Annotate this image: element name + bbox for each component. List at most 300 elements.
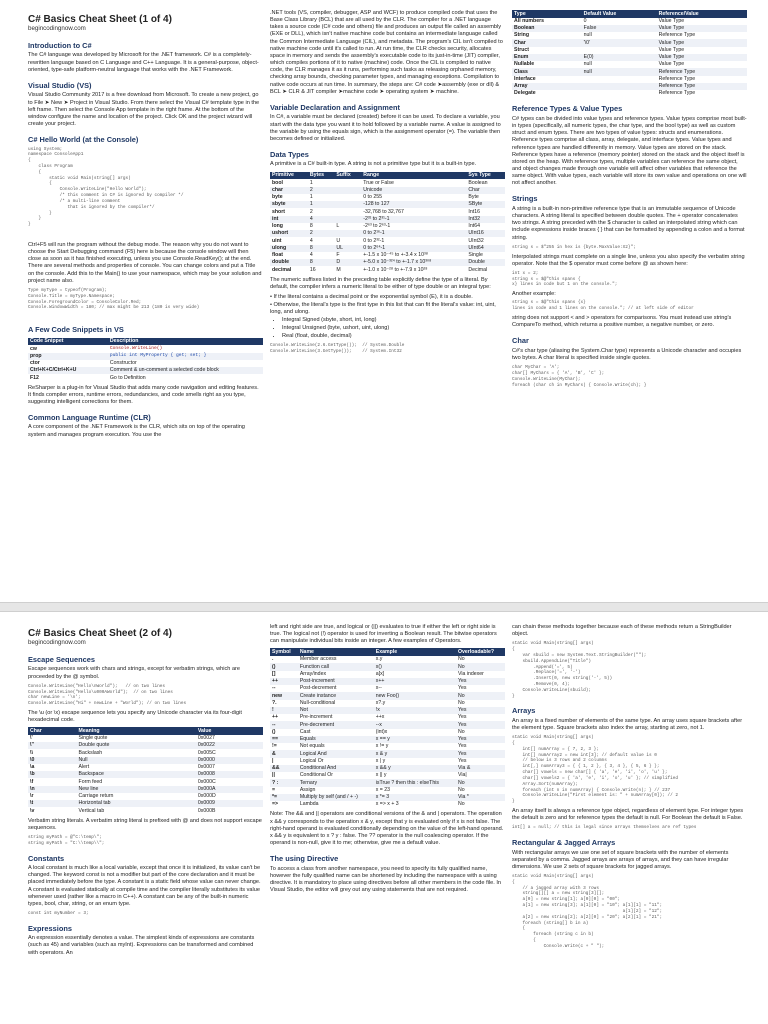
table-cell: new xyxy=(270,692,298,699)
table-cell: double xyxy=(270,259,308,266)
table-cell: Go to Definition xyxy=(109,374,146,381)
table-cell: No xyxy=(458,656,465,663)
table-row xyxy=(512,25,747,32)
table-cell: Interface xyxy=(514,75,536,82)
table-row xyxy=(512,47,747,54)
table-cell: Pre-decrement xyxy=(298,721,374,728)
table-cell: No xyxy=(458,699,465,706)
table-cell: 0 to 2¹⁶-1 xyxy=(361,230,466,237)
table-cell: => xyxy=(272,801,279,808)
table-row xyxy=(270,216,505,223)
section-heading-char: Char xyxy=(512,336,529,346)
table-cell: Array/index xyxy=(299,670,327,677)
table-row xyxy=(512,18,747,25)
table-cell: UInt16 xyxy=(466,230,505,237)
table-cell: \" xyxy=(28,742,77,749)
table-row xyxy=(270,707,505,714)
table-cell: \f xyxy=(30,778,34,785)
table-cell: -128 to 127 xyxy=(361,201,466,208)
section-heading-jagged: Rectangular & Jagged Arrays xyxy=(512,838,616,848)
table-cell: ctor xyxy=(30,360,40,367)
table-cell: Reference Type xyxy=(658,75,696,82)
table-cell: No xyxy=(458,728,465,735)
strings-text-3: Another example: xyxy=(512,291,556,298)
table-cell: D xyxy=(334,259,361,266)
table-cell: --x xyxy=(374,721,456,728)
table-cell xyxy=(334,194,361,201)
table-cell: 2 xyxy=(309,208,313,215)
table-cell xyxy=(334,216,361,223)
table-cell: & xyxy=(270,750,298,757)
arrays-code: static void Main(string[] args) { int[] numArray = { 7, 2, 3 }; int[] numArray2 = new int[3]; // default value is 0 // below is 3 rows and 2 columns int[,] numArray3 = { { 1, 2 }, { 3, 4 }, { 5, 6 } }; char[] vowels = new char[] { 'a', 'e', 'i', 'o', 'u' }; char[] vowels2 = { 'a', 'e', 'i', 'o', 'u' }; // simplified Array.Sort(numArray); foreach (int n in numArray) { Console.Write(n); } // 237 Console.WriteLine("First element is: " + numArray[0]); // 2 } xyxy=(512,735,678,805)
table-cell: Char xyxy=(466,187,505,194)
table-cell: Class xyxy=(512,68,582,75)
jagged-code: static void Main(string[] args) { // a jagged array with 3 rows string[][] a = new string[3][]; a[0] = new string[1]; a[0][0] = "00"; a[1] = new string[3]; a[1][0] = "10"; a[1][1] = "11"; a[1][2] = "12"; a[2] = new string[2]; a[2][0] = "20"; a[2][1] = "21"; foreach (string[] b in a) { foreach (string c in b) { Console.Write(c + " "); xyxy=(512,874,663,949)
table-cell: Delegate xyxy=(514,90,536,97)
section-heading-visual-studio: Visual Studio (VS) xyxy=(28,80,92,90)
table-cell: False xyxy=(582,25,657,32)
table-cell: \0 xyxy=(28,757,77,764)
table-cell: 8 xyxy=(308,259,334,266)
table-cell: 0x000A xyxy=(196,786,263,793)
table-cell: null xyxy=(582,68,657,75)
table-cell: Yes xyxy=(456,736,505,743)
table-cell: Value Type xyxy=(657,25,747,32)
table-cell: () xyxy=(270,663,298,670)
escape-text: Escape sequences work with chars and strings, except for verbatim strings, which are proceeded by the @ symbol. xyxy=(28,666,241,680)
table-cell: Carriage return xyxy=(78,793,114,800)
table-cell: x++ xyxy=(374,678,456,685)
table-row xyxy=(512,39,747,46)
table-cell: Reference Type xyxy=(658,32,696,39)
table-cell xyxy=(582,90,657,97)
table-cell: Double quote xyxy=(77,742,196,749)
table-cell: Pre-increment xyxy=(299,714,333,721)
column-header: Meaning xyxy=(77,727,196,735)
table-row xyxy=(270,758,505,765)
table-cell: Boolean xyxy=(512,25,582,32)
hello-world-code: using System; namespace ConsoleApp1 { class Program { static void Main(string[] args) { Console.WriteLine("Hello World"); /* this comment in C# is ignored by compiler */ /* a multi-line comment that is ignored by the compiler*/ } } } xyxy=(28,146,184,228)
escape-table xyxy=(28,727,263,814)
table-cell: 0x0022 xyxy=(196,742,263,749)
table-cell: Yes xyxy=(458,714,467,721)
table-cell xyxy=(334,179,361,186)
table-cell: Value Type xyxy=(658,61,685,68)
column-header: Value xyxy=(196,727,263,735)
table-cell: Create instance xyxy=(298,692,374,699)
table-cell: Yes xyxy=(456,707,505,714)
table-cell: Value Type xyxy=(658,17,685,24)
table-cell: 16 xyxy=(309,266,316,273)
table-row xyxy=(28,353,263,360)
gettype-code: Console.WriteLine(2.6.GetType()); // System.Double Console.WriteLine(3.GetType()); // System.Int32 xyxy=(270,342,405,354)
page2-column-1 xyxy=(28,624,263,960)
table-cell: Conditional Or xyxy=(299,772,333,779)
table-cell: Unicode xyxy=(361,187,466,194)
table-row xyxy=(512,61,747,68)
site-link[interactable]: begincodingnow.com xyxy=(28,639,86,646)
table-cell: Logical And xyxy=(298,750,374,757)
column-header: Code Snippet xyxy=(28,338,108,346)
table-cell: \t xyxy=(28,800,77,807)
table-cell: Comment & un-comment a selected code block xyxy=(108,367,263,374)
char-code: char MyChar = 'A'; char[] MyChars = { 'A', 'B', 'C' }; Console.WriteLine(MyChar); foreach (char ch in MyChars) { Console.Write(ch); } xyxy=(512,365,647,388)
table-cell: F xyxy=(336,252,340,259)
table-cell: 0x0007 xyxy=(197,764,215,771)
table-cell: \' xyxy=(30,735,33,742)
suffix-text: The numeric suffixes listed in the preceding table explicitly define the type of a literal. By default, the compiler infers a numeric literal to be either of type double or an integral type: xyxy=(270,276,491,290)
table-cell: . xyxy=(272,656,274,663)
table-cell: || xyxy=(272,772,275,779)
table-cell: float xyxy=(272,252,283,259)
table-cell: Null xyxy=(77,757,196,764)
table-cell: Function call xyxy=(298,663,374,670)
table-row xyxy=(270,187,505,194)
table-row xyxy=(270,179,505,186)
table-cell: String xyxy=(514,32,529,39)
table-row xyxy=(28,367,263,374)
escape-code: Console.WriteLine("Hello\nWorld"); // on two lines Console.WriteLine("Hello\u000AWorld"); // on two lines char newLine = '\n'; Console.WriteLine("Hi" + newLine + "World"); // on two lines xyxy=(28,683,187,707)
table-cell: Yes xyxy=(458,757,467,764)
table-row xyxy=(512,68,747,75)
cheat-sheet-page-2 xyxy=(0,614,768,1024)
table-cell: Via| xyxy=(458,772,467,779)
table-row xyxy=(512,76,747,83)
column-header: Name xyxy=(298,648,374,656)
table-cell: Not xyxy=(298,707,374,714)
table-cell: New line xyxy=(77,786,196,793)
table-row xyxy=(28,374,263,381)
section-heading-escape: Escape Sequences xyxy=(28,654,95,664)
table-cell: !x xyxy=(374,707,456,714)
column-header: Primitive xyxy=(270,172,308,180)
table-cell: Horizontal tab xyxy=(77,800,196,807)
table-row xyxy=(28,807,263,814)
table-cell: x?.y xyxy=(375,699,386,706)
table-cell: a[x] xyxy=(375,670,385,677)
column-header: Type xyxy=(512,10,582,18)
table-cell: x && y xyxy=(374,765,456,772)
table-cell xyxy=(582,83,657,90)
table-cell: Via * xyxy=(456,794,505,801)
table-cell: \n xyxy=(28,786,77,793)
table-cell: Reference Type xyxy=(657,83,747,90)
table-cell: True or False xyxy=(363,179,394,186)
table-cell: [] xyxy=(272,670,276,677)
table-row xyxy=(270,721,505,728)
table-row xyxy=(270,208,505,215)
table-cell xyxy=(582,76,657,83)
table-cell: +-5.0 x 10⁻³²⁴ to +-1.7 x 10³⁰⁸ xyxy=(361,259,466,266)
table-cell: 1 xyxy=(309,194,313,201)
verbatim-text: Verbatim string literals. A verbatim string literal is prefixed with @ and does not support escape sequences. xyxy=(28,817,262,831)
table-cell: Reference Type xyxy=(657,68,747,75)
table-cell: x.y xyxy=(375,656,383,663)
table-cell: Member access xyxy=(299,656,337,663)
table-row xyxy=(270,765,505,772)
table-cell: && xyxy=(270,765,298,772)
section-heading-reference-types: Reference Types & Value Types xyxy=(512,104,623,114)
table-cell: Logical Or xyxy=(299,757,324,764)
table-cell: \r xyxy=(30,793,34,800)
string-example-code: string s = $@"this spans {x} lines in code and 1 lines on the console."; // at left side of editor xyxy=(512,300,694,312)
table-cell: Ctrl+K+C/Ctrl+K+U xyxy=(28,367,108,374)
table-cell: Yes xyxy=(458,685,467,692)
table-row xyxy=(512,54,747,61)
table-cell: isTrue ? then this : elseThis xyxy=(374,779,456,786)
table-cell: Struct xyxy=(514,46,529,53)
table-cell: x = 23 xyxy=(375,786,391,793)
table-cell: Ternary xyxy=(298,779,374,786)
table-cell xyxy=(582,47,657,54)
table-cell: Form feed xyxy=(78,778,103,785)
table-cell: x == y xyxy=(374,736,456,743)
table-cell xyxy=(334,201,361,208)
table-cell: \v xyxy=(30,807,35,814)
table-row xyxy=(270,714,505,721)
table-cell: Yes xyxy=(456,750,505,757)
table-cell: Vertical tab xyxy=(78,807,105,814)
table-cell: public int MyProperty { get; set; } xyxy=(108,353,263,360)
table-cell: M xyxy=(336,266,341,273)
snippets-table xyxy=(28,338,263,382)
table-cell: No xyxy=(456,692,505,699)
table-cell: | xyxy=(272,757,274,764)
table-cell: Lambda xyxy=(299,801,319,808)
table-cell: Backslash xyxy=(78,749,103,756)
table-cell: Via indexer xyxy=(458,670,484,677)
table-cell: -- xyxy=(272,685,276,692)
constants-text: A local constant is much like a local variable, except that once it is initialized, its value can't be changed. The keyword const is not a modifier but part of the core declaration and it must be placed immediately before the type. A constant is a static field whose value can never change. A constant is evaluated statically at compile time and the compiler literally substitutes its value whenever used (rather like a macro in C++). A constant can be any of the built-in numeric types, bool, char, string, or an enum type. xyxy=(28,865,261,907)
table-cell: No xyxy=(458,786,465,793)
table-cell: Byte xyxy=(468,194,479,201)
table-row xyxy=(28,793,263,800)
operators-note: Note: The && and || operators are conditional versions of the & and | operators. The operation x && y corresponds to the operation x & y, except that y is evaluated only if x is not false. The right-hand operand is evaluated conditionally depending on the value of the left-hand operand. x && y is equivalent to x ? y : false. The ?? operator is the null coalescing operator. If the operand is non-null, give it to me; otherwise, give me a default value. xyxy=(270,811,504,846)
strings-text: A string is a built-in non-primitive reference type that is an immutable sequence of Unicode characters. A string literal is specified between double quotes. The + operator concatenates two strings. A string preceded with the $ character is called an interpolated string which can include expressions inside braces { } that can be formatted by appending a colon and a format string. xyxy=(512,205,745,241)
table-cell: x-- xyxy=(375,685,382,692)
table-cell: ushort xyxy=(270,230,308,237)
table-cell: != xyxy=(272,743,277,750)
table-row xyxy=(270,700,505,707)
table-cell: Single xyxy=(468,252,483,259)
column-header: Symbol xyxy=(270,648,298,656)
table-row xyxy=(28,800,263,807)
table-row xyxy=(270,223,505,230)
table-cell: 0 to 255 xyxy=(363,194,382,201)
table-cell: 0 to 2³²-1 xyxy=(363,237,385,244)
table-cell: Cast xyxy=(299,728,311,735)
table-cell: Not equals xyxy=(299,743,325,750)
page1-column-3 xyxy=(512,10,747,391)
table-cell: 0x005C xyxy=(197,749,216,756)
table-cell xyxy=(334,187,361,194)
table-cell: Double xyxy=(466,259,505,266)
table-cell: Yes xyxy=(458,743,467,750)
page-separator xyxy=(0,602,768,612)
table-cell: 0 to 2⁶⁴-1 xyxy=(361,245,466,252)
table-cell: SByte xyxy=(466,201,505,208)
table-cell: Null-conditional xyxy=(299,699,336,706)
table-row xyxy=(270,794,505,801)
table-cell: 1 xyxy=(308,201,334,208)
stringbuilder-code: static void Main(string[] args) { var sbuild = new System.Text.StringBuilder(""); sbuild.AppendLine("Title") .Append('=', 5) .Replace('=', '-') .Insert(0, new string('-', 5)) .Remove(0, 4); Console.WriteLine(sbuild); } xyxy=(512,641,647,699)
table-cell: short xyxy=(272,208,285,215)
constants-code: const int myNumber = 3; xyxy=(28,911,89,917)
table-cell: Value Type xyxy=(657,39,747,46)
net-tools-text: .NET tools (VS, compiler, debugger, ASP and WCF) to produce compiled code that uses the Base Class Library (BCL) that are all used by the CLR. The compiler for a .NET language takes a source code (C# code and others) file and produces an output file called an assembly (EXE or DLL), which isn't native machine code but contains an intermediate language called the Common Intermediate Language (CIL), and metadata. The program's CIL isn't compiled to native machine code until it's called to run. At run time, the CLR checks security, allocates space in memory and sends the assembly's executable code to its just-in-time (JIT) compiler, which compiles portions of it to native (machine) code. Once the CIL is compiled to native code, the CLR manages it as it runs, performing such tasks as releasing orphaned memory, checking array bounds, checking parameter types, and managing exceptions. Compilation to native code occurs at run time. In summary, the steps are: C# code ➤assembly (exe or dll) & BCL ➤ CLR & JIT compiler ➤machine code ➤ operating system ➤ machine. xyxy=(270,10,503,95)
column-header: Default Value xyxy=(582,10,657,18)
table-cell: F12 xyxy=(30,374,39,381)
table-cell: new Foo() xyxy=(374,692,456,699)
table-row xyxy=(270,245,505,252)
table-row xyxy=(28,757,263,764)
using-text: To access a class from another namespace, you need to specify its fully qualified name, however the fully qualified name can be shortened by including the namespace with a using directive. It is mandatory to place using directives before all other members in the code file. In Visual Studio, the editor will grey out any using statements that are not required. xyxy=(270,865,502,894)
table-row xyxy=(270,736,505,743)
table-cell: sbyte xyxy=(270,201,308,208)
table-cell: prop xyxy=(28,353,108,360)
column-header: Sys Type xyxy=(466,172,505,180)
table-cell: ++ xyxy=(272,714,279,721)
table-cell: Via & xyxy=(456,765,505,772)
table-cell: Int64 xyxy=(468,223,480,230)
char-text: C#'s char type (aliasing the System.Char type) represents a Unicode character and occupies two bytes. A char literal is specified inside single quotes. xyxy=(512,347,742,361)
section-heading-snippets: A Few Code Snippets in VS xyxy=(28,325,124,335)
table-cell: L xyxy=(336,223,340,230)
table-cell: 2 xyxy=(308,230,334,237)
arrays-text: An array is a fixed number of elements of the same type. An array uses square brackets after the element type. Square brackets also index the array, starting at zero, not 1. xyxy=(512,717,743,732)
table-cell: ++ xyxy=(270,678,298,685)
column-header: Range xyxy=(361,172,466,180)
column-header: Suffix xyxy=(334,172,361,180)
table-cell: U xyxy=(336,237,341,244)
table-cell: 0x0000 xyxy=(196,757,263,764)
section-heading-arrays: Arrays xyxy=(512,706,536,716)
table-cell: Array xyxy=(512,83,582,90)
verbatim-code: string myPath = @"C:\temp\"; string myPath = "C:\\temp\\"; xyxy=(28,835,105,846)
column-header: Char xyxy=(28,727,77,735)
section-heading-constants: Constants xyxy=(28,853,65,863)
table-cell: x | y xyxy=(375,757,386,764)
table-cell: -2⁶³ to 2⁶³-1 xyxy=(363,223,391,230)
table-row xyxy=(270,678,505,685)
table-row xyxy=(28,360,263,367)
table-cell: Enum xyxy=(512,54,582,61)
reference-types-text: C# types can be divided into value types and reference types. Value types comprise most built-in types (specifically, all numeric types, the char type, and the bool type) as well as custom struct and enum types. There are two types of value types: structs and enumerations. Reference types comprise all class, array, delegate, and interface types. Value types and reference types are handled differently in memory. Value types are stored on the stack. Reference types have a reference (memory pointer) stored on the stack and the object itself is stored on the heap. With reference types, multiple variables can reference the same object, and object changes made through one variable will affect other variables that reference the same object. With value types, each variable will store its own value and operations on one will not affect another. xyxy=(512,115,747,187)
table-row xyxy=(28,735,263,742)
table-cell: 0x0008 xyxy=(196,771,263,778)
table-cell: 4 xyxy=(309,252,313,259)
table-row xyxy=(270,230,505,237)
table-row xyxy=(270,685,505,692)
section-heading-variables: Variable Declaration and Assignment xyxy=(270,102,400,112)
table-cell: uint xyxy=(272,237,282,244)
table-cell: x() xyxy=(374,663,456,670)
column-header: Reference/Value xyxy=(657,10,747,18)
section-heading-hello-world: C# Hello World (at the Console) xyxy=(28,135,139,145)
site-link[interactable]: begincodingnow.com xyxy=(28,25,86,32)
numeric-categories-list xyxy=(282,317,505,340)
table-cell: 4 xyxy=(308,216,334,223)
list-item: • Integral Unsigned (byte, ushort, uint, ulong) xyxy=(282,325,505,332)
table-cell: 0x0009 xyxy=(196,800,263,807)
table-cell: Nullable xyxy=(514,61,535,68)
table-row xyxy=(270,671,505,678)
table-cell: 1 xyxy=(309,179,313,186)
table-cell: 8 xyxy=(309,223,313,230)
table-row xyxy=(270,266,505,273)
default-values-table xyxy=(512,10,747,97)
section-heading-using: The using Directive xyxy=(270,854,339,864)
table-cell: Single quote xyxy=(78,735,108,742)
operators-table xyxy=(270,648,505,808)
suffix-bullet-1: • If the literal contains a decimal point or the exponential symbol (E), it is a double. xyxy=(270,293,473,300)
table-cell: All numbers xyxy=(514,17,544,24)
table-cell: = xyxy=(272,786,276,793)
table-cell: Console.WriteLine() xyxy=(109,345,163,351)
table-cell: -32,768 to 32,767 xyxy=(363,208,404,215)
strings-text-4: string does not support < and > operators for comparisons. You must instead use string's CompareTo method, which returns a positive number, a negative number, or zero. xyxy=(512,315,732,329)
table-cell: long xyxy=(272,223,283,230)
table-cell: Yes xyxy=(456,721,505,728)
ctrl-f5-text: Ctrl+F5 will run the program without the debug mode. The reason why you do not want to choose the Start Debugging command (F5) here is because the console window will then close as soon as it has finished executing, unless you use Console.ReadKey(); at the end. There are several methods and properties of console. You can change colors and put a Title on the console. Add this to the Main() to use your namespace, which may be your solution and project name also. xyxy=(28,241,262,284)
table-cell: 8 xyxy=(308,245,334,252)
table-row xyxy=(270,772,505,779)
expressions-text: An expression essentially denotes a value. The simplest kinds of expressions are constants (such as 45) and variables (such as myInt). Expressions can be transformed and combined with operators. An xyxy=(28,935,255,956)
table-cell: 0x000B xyxy=(197,807,216,814)
table-cell: ! xyxy=(270,707,298,714)
table-cell: 4 xyxy=(309,237,313,244)
table-cell: Decimal xyxy=(468,266,488,273)
table-cell: () xyxy=(272,728,276,735)
column-header: Overloadable? xyxy=(456,648,505,656)
section-heading-expressions: Expressions xyxy=(28,923,72,933)
table-row xyxy=(512,32,747,39)
table-cell: 0x000D xyxy=(197,793,216,800)
table-cell: x != y xyxy=(375,743,389,750)
table-cell: Alert xyxy=(78,764,90,771)
table-cell: ++x xyxy=(375,714,385,721)
table-cell: Post-decrement xyxy=(299,685,337,692)
table-row xyxy=(270,729,505,736)
table-cell: x *= 3 xyxy=(374,794,456,801)
table-cell: == xyxy=(270,736,298,743)
table-row xyxy=(28,345,263,352)
table-cell: (int)x xyxy=(375,728,388,735)
table-cell: +-1.0 x 10⁻²⁸ to +-7.9 x 10²⁸ xyxy=(363,266,428,273)
strings-text-2: Interpolated strings must complete on a single line, unless you also specify the verbatim string operator. Note that the $ operator must come before @ as shown here: xyxy=(512,253,745,267)
chain-text: can chain these methods together because each of these methods return a StringBuilder object. xyxy=(512,624,732,638)
table-cell: *= xyxy=(270,794,298,801)
table-cell: -- xyxy=(270,721,298,728)
section-heading-intro: Introduction to C# xyxy=(28,40,92,50)
data-types-text: A primitive is a C# built-in type. A string is not a primitive type but it is a built-in type. xyxy=(270,161,477,168)
table-cell: +-1.5 x 10⁻⁴⁵ to +-3.4 x 10³⁸ xyxy=(363,252,428,259)
list-item: • Integral Signed (sbyte, short, int, long) xyxy=(282,317,505,324)
table-cell: UL xyxy=(334,245,361,252)
table-cell: Boolean xyxy=(468,179,488,186)
page-title: C# Basics Cheat Sheet (2 of 4) xyxy=(28,628,172,639)
page-title: C# Basics Cheat Sheet (1 of 4) xyxy=(28,14,172,25)
table-cell: Value Type xyxy=(657,54,747,61)
table-cell: int xyxy=(270,216,308,223)
table-row xyxy=(512,90,747,97)
table-cell: Char xyxy=(512,39,582,46)
section-heading-clr: Common Language Runtime (CLR) xyxy=(28,413,151,422)
table-cell: \a xyxy=(30,764,35,771)
string-verbatim-code: int x = 2; string s = $@"this spans { x} lines in code but 1 on the console."; xyxy=(512,270,618,288)
table-cell: x & y xyxy=(374,750,456,757)
table-row xyxy=(28,749,263,756)
